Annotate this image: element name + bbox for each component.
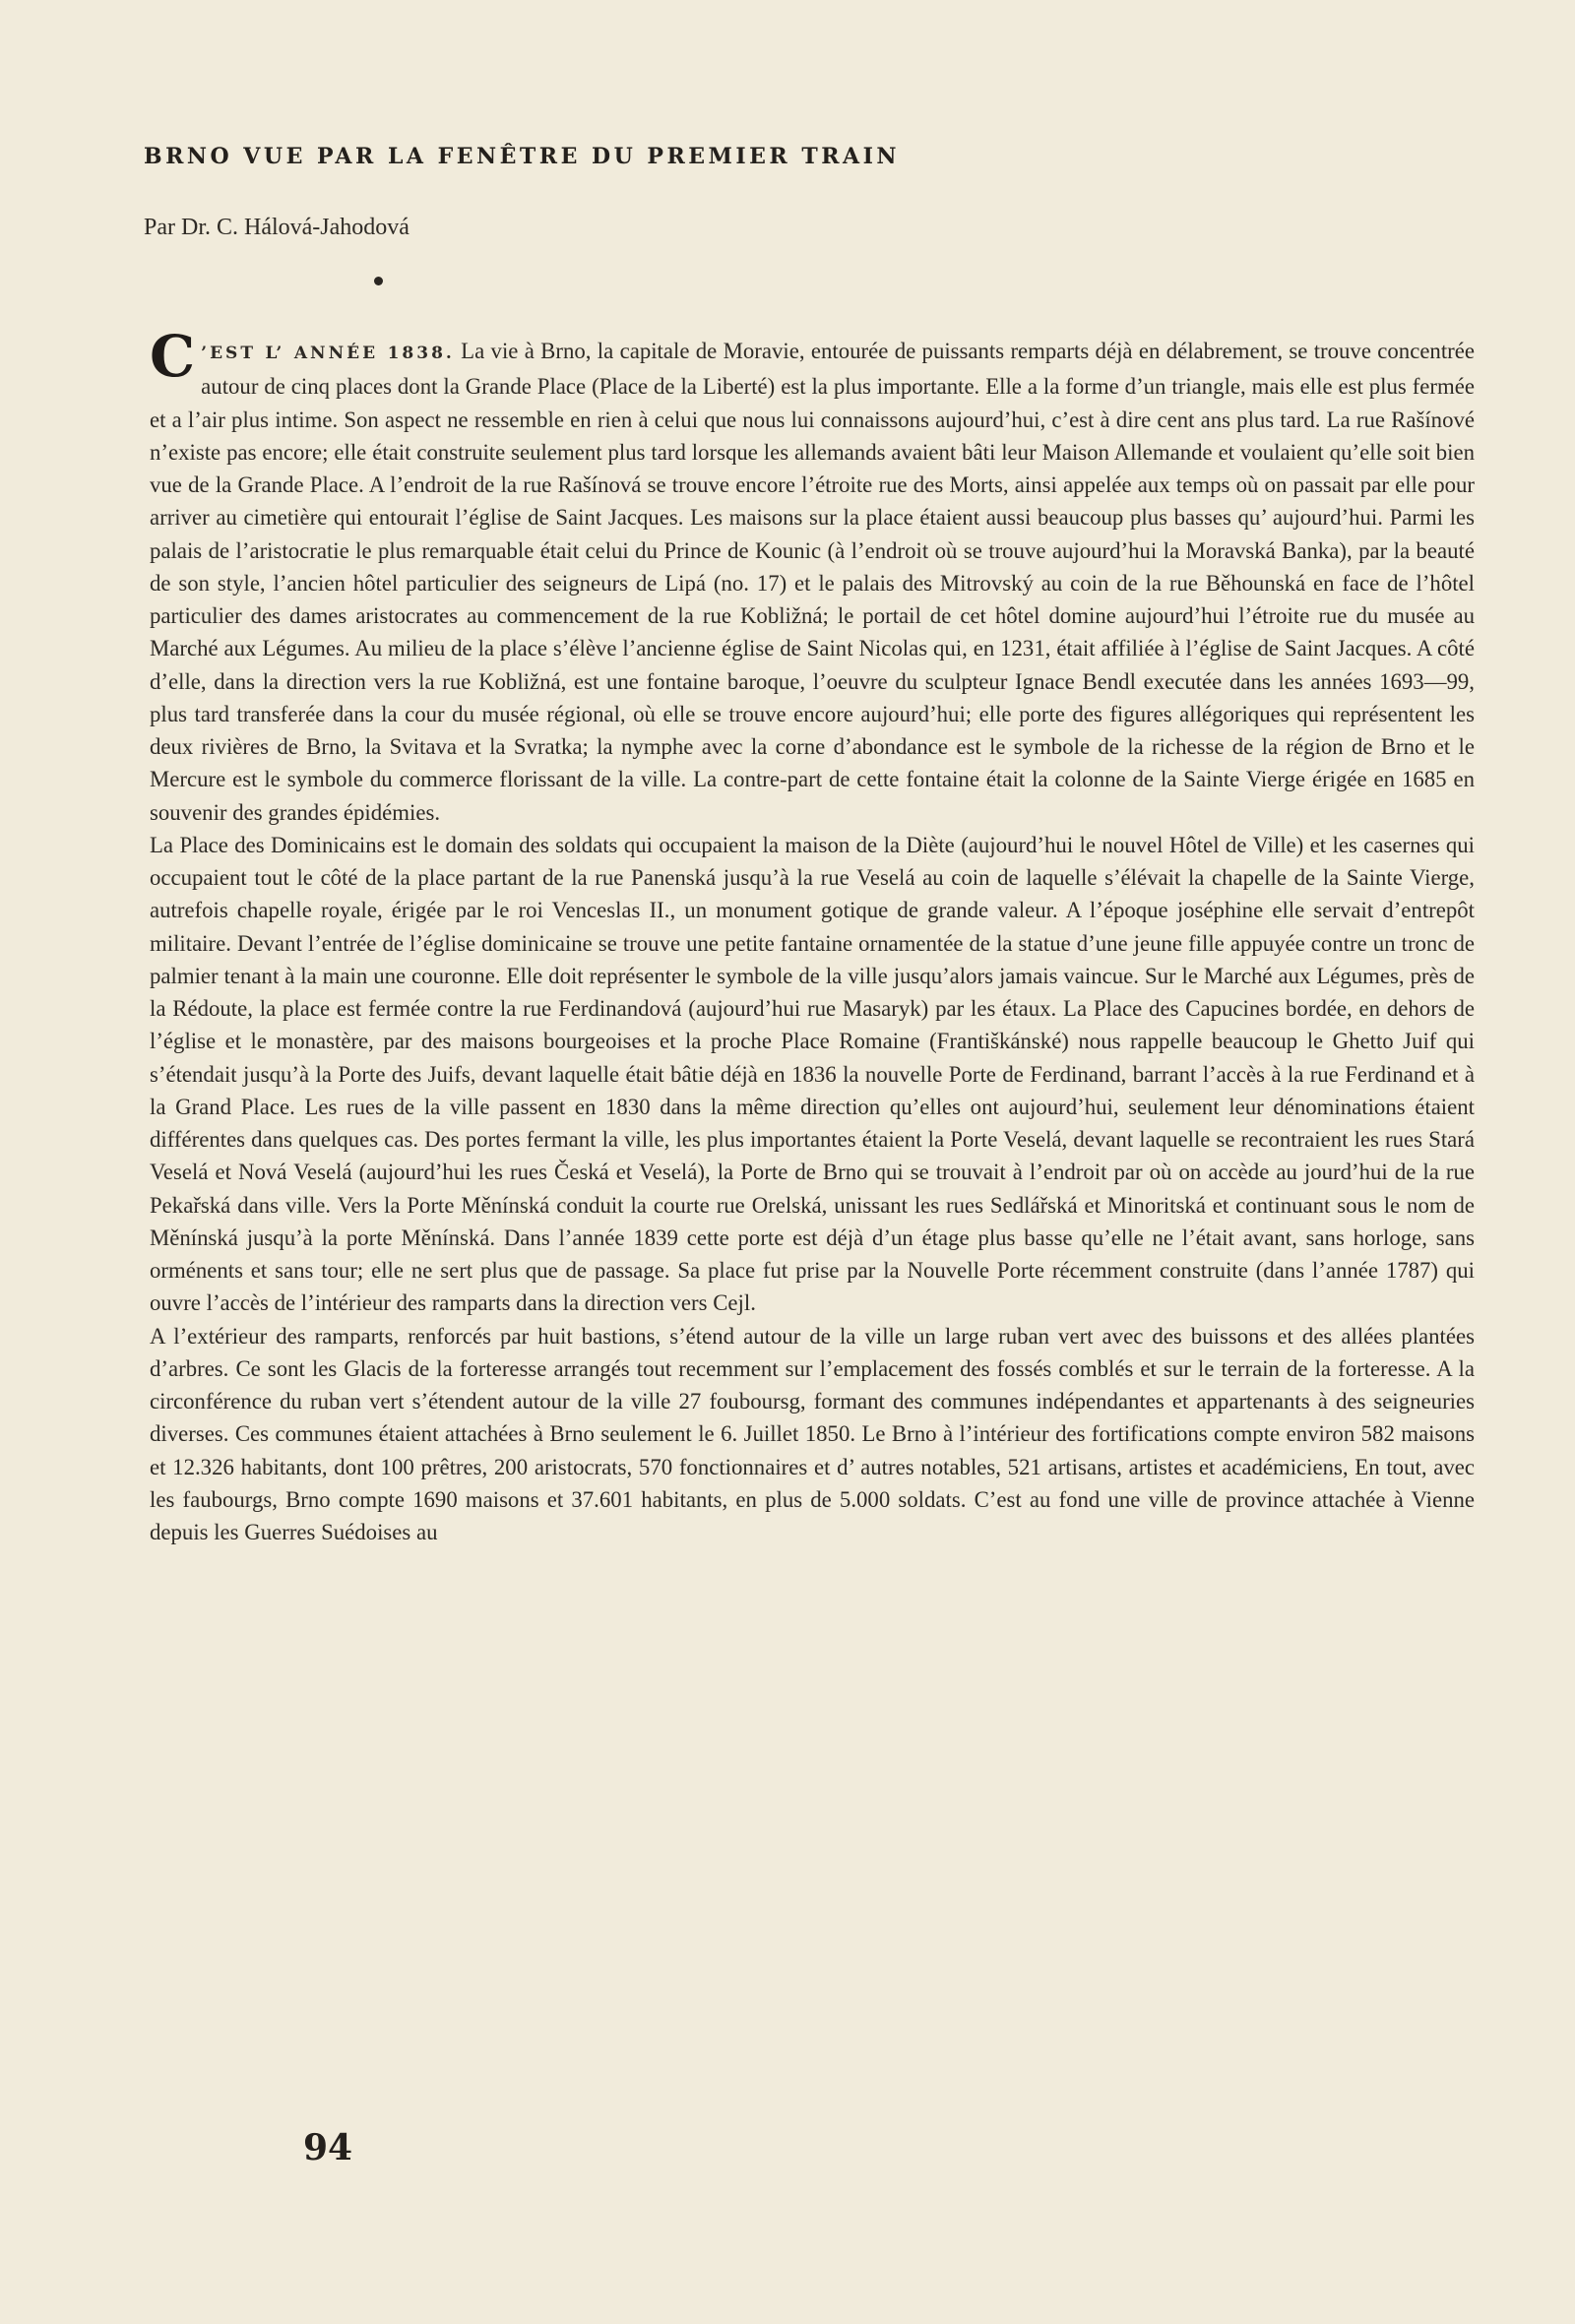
paragraph-1-text: La vie à Brno, la capitale de Moravie, entourée de puissants remparts déjà en délabrement, se trouve concentrée autour de cinq places dont la Grande Place (Place de la Liberté) est la plus importante. Elle a la forme d’un triangle, mais elle est plus fermée et a l’air plus intime. Son aspect ne ressemble en rien à celui que nous lui connaissons aujourd’hui, c’est à dire cent ans plus tard. La rue Rašínové n’existe pas encore; elle était construite seulement plus tard lorsque les allemands avaient bâti leur Maison Allemande et voulaient qu’elle soit bien vue de la Grande Place. A l’endroit de la rue Rašínová se trouve encore l’étroite rue des Morts, ainsi appelée aux temps où on passait par elle pour arriver au cimetière qui entourait l’église de Saint Jacques. Les maisons sur la place étaient aussi beaucoup plus basses qu’ aujourd’hui. Parmi les palais de l’aristocratie le plus remarquable était celui du Prince de Kounic (à l’endroit où se trouve aujourd’hui la Moravská Banka), par la beauté de son style, l’ancien hôtel particulier des seigneurs de Lipá (no. 17) et le palais des Mitrovský au coin de la rue Běhounská en face de l’hôtel particulier des dames aristocrates au commencement de la rue Kobližná; le portail de cet hôtel domine aujourd’hui l’étroite rue du musée au Marché aux Légumes. Au milieu de la place s’élève l’ancienne église de Saint Nicolas qui, en 1231, était affiliée à l’église de Saint Jacques. A côté d’elle, dans la direction vers la rue Kobližná, est une fontaine baroque, l’oeuvre du sculpteur Ignace Bendl executée dans les années 1693—99, plus tard transferée dans la cour du musée régional, où elle se trouve encore aujourd’hui; elle porte des figures allégoriques qui représentent les deux rivières de Brno, la Svitava et la Svratka; la nymphe avec la corne d’abondance est le symbole de la richesse de la région de Brno et le Mercure est le symbole du commerce florissant de la ville. La contre-part de cette fontaine était la colonne de la Sainte Vierge érigée en 1685 en souvenir des grandes épidémies. [150,339,1475,825]
article-title: BRNO VUE PAR LA FENÊTRE DU PREMIER TRAIN [144,144,900,169]
paragraph-1 [150,323,1475,829]
paragraph-3: A l’extérieur des ramparts, renforcés par huit bastions, s’étend autour de la ville un large ruban vert avec des buissons et des allées plantées d’arbres. Ce sont les Glacis de la forteresse arrangés tout recemment sur l’emplacement des fossés comblés et sur le terrain de la forteresse. A la circonférence du ruban vert s’étendent autour de la ville 27 fouboursg, formant des communes indépendantes et appartenants à des seigneuries diverses. Ces communes étaient attachées à Brno seulement le 6. Juillet 1850. Le Brno à l’intérieur des fortifications compte environ 582 maisons et 12.326 habitants, dont 100 prêtres, 200 aristocrats, 570 fonctionnaires et d’ autres notables, 521 artisans, artistes et académiciens, En tout, avec les faubourgs, Brno compte 1690 maisons et 37.601 habitants, en plus de 5.000 soldats. C’est au fond une ville de province attachée à Vienne depuis les Guerres Suédoises au [150,1323,1475,1544]
article-body [150,323,1475,1548]
drop-cap: C [150,323,196,390]
ornament-dot [374,277,383,285]
paragraph-2: La Place des Dominicains est le domain des soldats qui occupaient la maison de la Diète (aujourd’hui le nouvel Hôtel de Ville) et les casernes qui occupaient tout le côté de la place partant de la rue Panenská jusqu’à la rue Veselá au coin de laquelle s’élévait la chapelle de la Sainte Vierge, autrefois chapelle royale, érigée par le roi Venceslas II., un monument gotique de grande valeur. A l’époque joséphine elle servait d’entrepôt militaire. Devant l’entrée de l’église dominicaine se trouve une petite fantaine ornamentée de la statue d’une jeune fille appuyée contre un tronc de palmier tenant à la main une couronne. Elle doit représenter le symbole de la ville jusqu’alors jamais vaincue. Sur le Marché aux Légumes, près de la Rédoute, la place est fermée contre la rue Ferdinandová (aujourd’hui rue Masaryk) par les étaux. La Place des Capucines bordée, en dehors de l’église et le monastère, par des maisons bourgeoises et la proche Place Romaine (Františkánské) nous rappelle beaucoup le Ghetto Juif qui s’étendait jusqu’à la Porte des Juifs, devant laquelle était bâtie déjà en 1836 la nouvelle Porte de Ferdinand, barrant l’accès à la rue Ferdinand et à la Grand Place. Les rues de la ville passent en 1830 dans la même direction qu’elles ont aujourd’hui, seulement leur dénominations étaient différentes dans quelques cas. Des portes fermant la ville, les plus importantes étaient la Porte Veselá, devant laquelle se recontraient les rues Stará Veselá et Nová Veselá (aujourd’hui les rues Česká et Veselá), la Porte de Brno qui se trouvait à l’endroit par où on accède au jourd’hui de la rue Pekařská dans ville. Vers la Porte Měnínská conduit la courte rue Orelská, unissant les rues Sedlářská et Minoritská et continuant sous le nom de Měnínská jusqu’à la porte Měnínská. Dans l’année 1839 cette porte est déjà d’un étage plus basse qu’elle ne l’était avant, sans horloge, sans orménents et sans tour; elle ne sert plus que de passage. Sa place fut prise par la Nouvelle Porte récemment construite (dans l’année 1787) qui ouvre l’accès de l’intérieur des ramparts dans la direction vers Cejl. [150,832,1475,1316]
page-number: 94 [303,2127,353,2168]
lead-in: ’EST L’ ANNÉE 1838. [201,344,455,363]
article-byline: Par Dr. C. Hálová-Jahodová [144,215,410,240]
